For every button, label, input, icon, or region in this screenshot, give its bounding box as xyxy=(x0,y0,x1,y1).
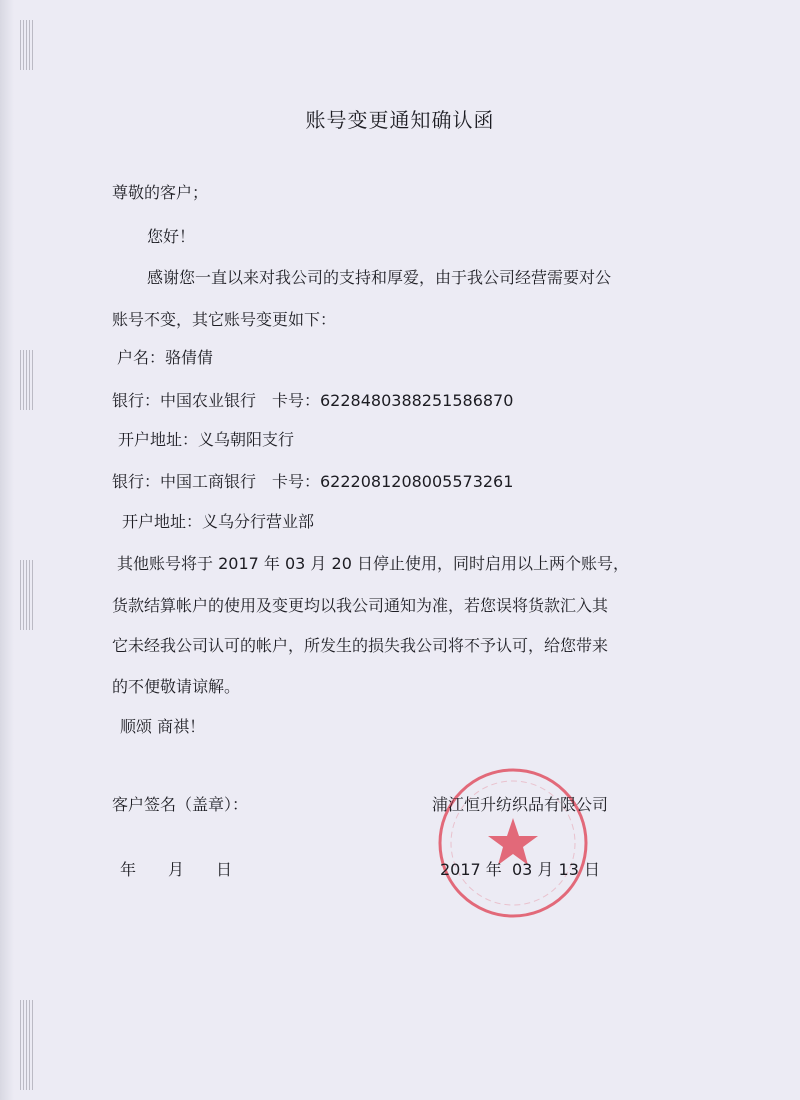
salutation: 尊敬的客户； xyxy=(112,183,209,202)
intro-line: 感谢您一直以来对我公司的支持和厚爱，由于我公司经营需要对公 xyxy=(147,268,612,287)
company-name: 浦江恒升纺织品有限公司 xyxy=(432,795,609,814)
scan-mark xyxy=(20,560,34,630)
customer-signature-label: 客户签名（盖章）： xyxy=(112,795,249,814)
greeting: 您好！ xyxy=(147,227,196,246)
bank-1: 银行：中国农业银行 卡号：6228480388251586870 xyxy=(112,391,514,410)
company-date: 2017 年 03 月 13 日 xyxy=(440,860,600,879)
seal-star-icon xyxy=(488,818,538,865)
notice-line: 货款结算帐户的使用及变更均以我公司通知为准，若您误将货款汇入其 xyxy=(112,596,609,615)
account-name: 户名：骆倩倩 xyxy=(117,348,214,367)
customer-date: 年 月 日 xyxy=(120,860,233,879)
intro-line: 账号不变，其它账号变更如下： xyxy=(112,310,337,329)
bank-2: 银行：中国工商银行 卡号：6222081208005573261 xyxy=(112,472,514,491)
document-title: 账号变更通知确认函 xyxy=(305,108,495,132)
bank-1-address: 开户地址：义乌朝阳支行 xyxy=(118,430,295,449)
scan-edge xyxy=(0,0,14,1100)
bank-2-address: 开户地址：义乌分行营业部 xyxy=(122,512,315,531)
closing: 顺颂 商祺！ xyxy=(120,717,206,736)
scan-mark xyxy=(20,1000,34,1090)
company-seal xyxy=(436,766,590,920)
notice-line: 的不便敬请谅解。 xyxy=(112,677,241,696)
scan-mark xyxy=(20,20,34,70)
notice-line: 其他账号将于 2017 年 03 月 20 日停止使用，同时启用以上两个账号， xyxy=(117,554,629,573)
scan-mark xyxy=(20,350,34,410)
notice-line: 它未经我公司认可的帐户，所发生的损失我公司将不予认可，给您带来 xyxy=(112,636,609,655)
